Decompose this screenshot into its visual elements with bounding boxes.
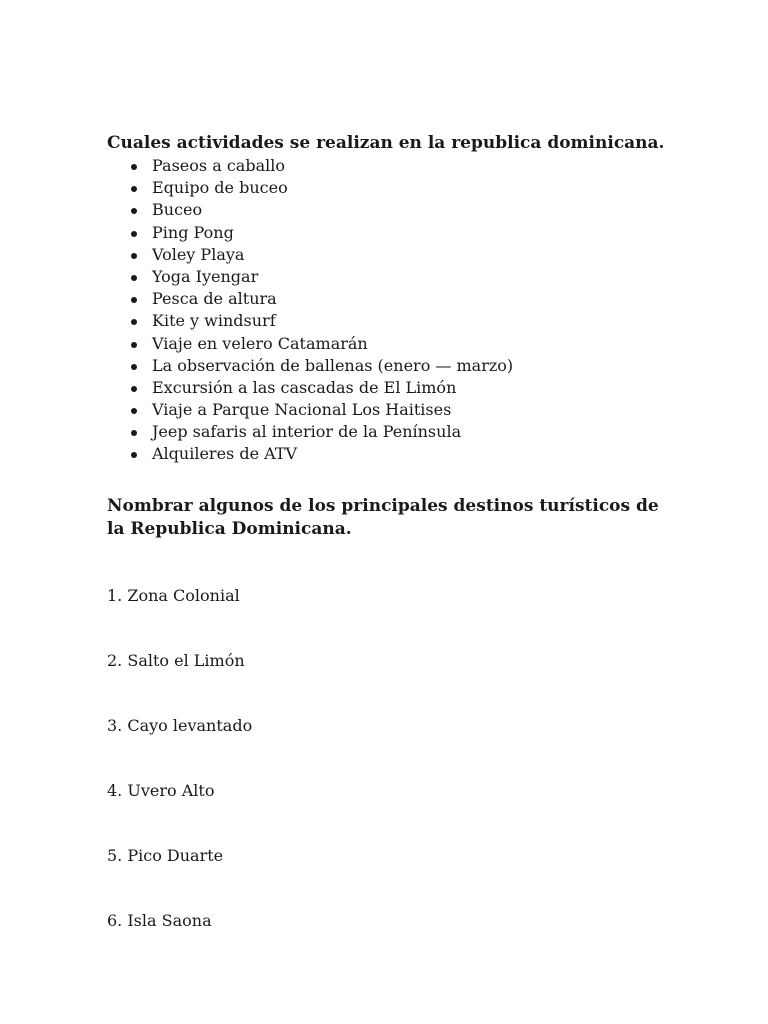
bullet-icon: [131, 253, 137, 259]
activities-list: [107, 155, 513, 466]
list-item: [107, 443, 513, 465]
activities-question: Cuales actividades se realizan en la republica dominicana.: [107, 133, 665, 153]
destination-item: 1. Zona Colonial: [107, 586, 240, 605]
activity-label: Voley Playa: [152, 244, 245, 264]
destination-item: 6. Isla Saona: [107, 911, 212, 930]
destination-item: 2. Salto el Limón: [107, 651, 245, 670]
bullet-icon: [131, 164, 137, 170]
activity-label: Equipo de buceo: [152, 178, 288, 198]
activity-label: Pesca de altura: [152, 289, 277, 309]
destination-item: 3. Cayo levantado: [107, 716, 253, 735]
list-item: [107, 333, 513, 355]
list-item: [107, 377, 513, 399]
list-item: [107, 155, 513, 177]
list-item: [107, 177, 513, 199]
bullet-icon: [131, 319, 137, 325]
activity-label: Viaje en velero Catamarán: [152, 333, 368, 353]
bullet-icon: [131, 430, 137, 436]
list-item: [107, 421, 513, 443]
bullet-icon: [131, 452, 137, 458]
activity-label: La observación de ballenas (enero — marzo): [152, 355, 514, 375]
list-item: [107, 222, 513, 244]
bullet-icon: [131, 208, 137, 214]
list-item: [107, 310, 513, 332]
bullet-icon: [131, 186, 137, 192]
bullet-icon: [131, 386, 137, 392]
activity-label: Kite y windsurf: [152, 311, 276, 331]
activity-label: Paseos a caballo: [152, 156, 285, 175]
bullet-icon: [131, 297, 137, 303]
activity-label: Ping Pong: [152, 222, 234, 242]
bullet-icon: [131, 408, 137, 414]
bullet-icon: [131, 231, 137, 237]
activity-label: Viaje a Parque Nacional Los Haitises: [152, 400, 452, 420]
destinations-question: Nombrar algunos de los principales destinos turísticos de la Republica Dominicana.: [107, 496, 659, 539]
bullet-icon: [131, 342, 137, 348]
list-item: [107, 288, 513, 310]
activity-label: Yoga Iyengar: [152, 266, 259, 286]
list-item: [107, 355, 513, 377]
activity-label: Excursión a las cascadas de El Limón: [152, 377, 457, 397]
bullet-icon: [131, 275, 137, 281]
activity-label: Alquileres de ATV: [152, 444, 298, 464]
bullet-icon: [131, 364, 137, 370]
list-item: [107, 244, 513, 266]
list-item: [107, 266, 513, 288]
destination-item: 4. Uvero Alto: [107, 781, 215, 800]
destination-item: 5. Pico Duarte: [107, 846, 224, 865]
activity-label: Buceo: [152, 200, 203, 220]
activity-label: Jeep safaris al interior de la Península: [152, 422, 462, 442]
list-item: [107, 199, 513, 221]
list-item: [107, 399, 513, 421]
